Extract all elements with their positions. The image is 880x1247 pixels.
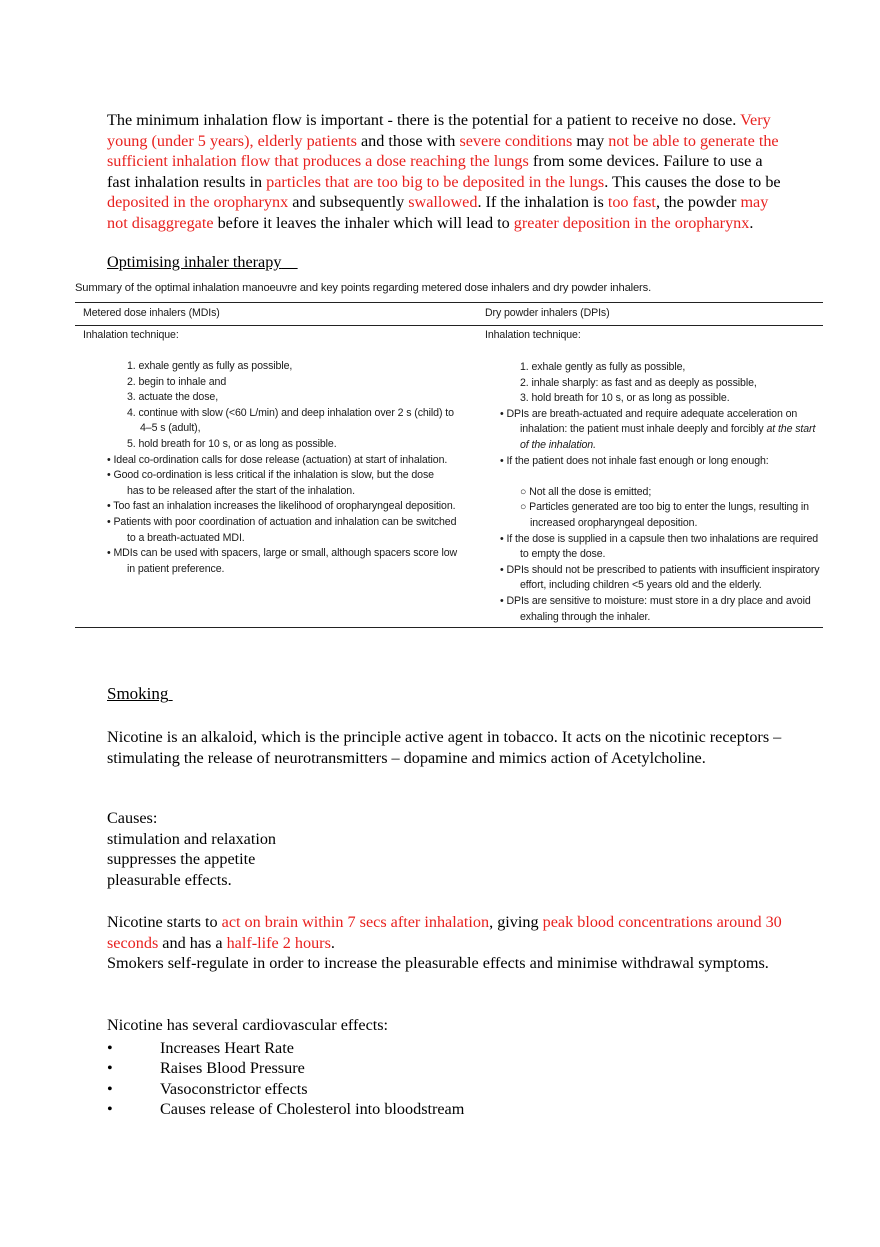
left-column-header: Metered dose inhalers (MDIs)	[83, 307, 220, 319]
dpi-italic-text: at the start	[766, 423, 816, 436]
mdi-point-cont: to a breath-actuated MDI.	[127, 531, 245, 544]
highlight-text: particles that are too big to be deposited in the lungs	[266, 172, 605, 191]
self-regulate-paragraph: Smokers self-regulate in order to increase the pleasurable effects and minimise withdrawal symptoms.	[107, 954, 769, 972]
right-column-header: Dry powder inhalers (DPIs)	[485, 307, 610, 319]
dpi-step: 2. inhale sharply: as fast and as deeply as possible,	[520, 376, 757, 389]
dpi-point: • DPIs should not be prescribed to patients with insufficient inspiratory	[500, 563, 820, 576]
mdi-step: 3. actuate the dose,	[127, 391, 219, 404]
dpi-subpoint: ○ Not all the dose is emitted;	[520, 485, 652, 498]
highlight-text: half-life 2 hours	[226, 933, 331, 952]
bullet: •	[107, 1039, 113, 1057]
mdi-point: • Patients with poor coordination of actuation and inhalation can be switched	[107, 515, 457, 528]
highlight-text: may not disaggregate	[107, 193, 769, 232]
mdi-point: • Too fast an inhalation increases the likelihood of oropharyngeal deposition.	[107, 500, 456, 513]
nicotine-timing-paragraph	[107, 912, 787, 953]
body-text: Nicotine starts to	[107, 913, 222, 931]
body-text: and has a	[158, 933, 227, 952]
dpi-subpoint: ○ Particles generated are too big to enter the lungs, resulting in	[520, 501, 809, 514]
intro-text: , the powder	[655, 193, 741, 211]
table-top-rule	[75, 302, 823, 303]
dpi-point-cont	[498, 438, 820, 454]
causes-label: Causes:	[107, 809, 158, 827]
left-subheader: Inhalation technique:	[83, 329, 179, 341]
intro-text: and those with	[356, 131, 460, 150]
mdi-point-cont: has to be released after the start of the inhalation.	[127, 484, 355, 497]
mdi-point-cont: in patient preference.	[127, 562, 225, 575]
mdi-point: • Ideal co-ordination calls for dose release (actuation) at start of inhalation.	[107, 453, 448, 466]
dpi-step: 1. exhale gently as fully as possible,	[520, 361, 686, 373]
mdi-step: 1. exhale gently as fully as possible,	[127, 360, 293, 372]
highlight-text: deposited in the oropharynx	[107, 193, 289, 211]
dpi-point-cont: effort, including children <5 years old and the elderly.	[520, 579, 762, 592]
dpi-italic-text: of the inhalation.	[520, 438, 596, 451]
dpi-point: • If the patient does not inhale fast enough or long enough:	[500, 454, 769, 467]
list-item-text: Raises Blood Pressure	[160, 1059, 305, 1078]
highlight-text: not be able to generate the sufficient inhalation flow that produces a dose reaching the lungs	[107, 131, 779, 170]
dpi-text: inhalation: the patient must inhale deeply and forcibly	[520, 423, 767, 436]
highlight-text: swallowed	[408, 193, 478, 211]
right-subheader: Inhalation technique:	[485, 329, 581, 341]
mdi-point: • Good co-ordination is less critical if the inhalation is slow, but the dose	[107, 469, 434, 482]
intro-paragraph	[107, 110, 787, 233]
nicotine-paragraph: Nicotine is an alkaloid, which is the principle active agent in tobacco. It acts on the nicotinic receptors – stimulating the release of neurotransmitters – dopamine and mimics action of Acetylcholine.	[107, 728, 782, 767]
mdi-step: 5. hold breath for 10 s, or as long as possible.	[127, 437, 337, 450]
list-item-text: Causes release of Cholesterol into bloodstream	[160, 1099, 465, 1118]
cause-item: pleasurable effects.	[107, 870, 232, 889]
bullet: •	[107, 1079, 113, 1098]
intro-text: before it leaves the inhaler which will lead to	[213, 213, 514, 232]
dpi-point-cont	[498, 422, 820, 438]
causes-block	[107, 808, 787, 890]
dpi-point: • If the dose is supplied in a capsule then two inhalations are required	[500, 532, 819, 545]
dpi-step: 3. hold breath for 10 s, or as long as possible.	[520, 392, 730, 405]
intro-text: and subsequently	[288, 193, 409, 211]
table-bottom-rule	[75, 627, 823, 628]
mdi-point: • MDIs can be used with spacers, large or small, although spacers score low	[107, 547, 458, 560]
intro-text: from some devices. Failure to use a fast inhalation results in	[107, 152, 763, 191]
dpi-point-cont: exhaling through the inhaler.	[520, 610, 651, 623]
intro-text: may	[572, 131, 609, 150]
highlight-text: peak blood concentrations around 30 seconds	[107, 913, 782, 952]
section-heading-optimising	[107, 252, 787, 273]
header-rule	[75, 325, 823, 326]
intro-text: . This causes the dose to be	[604, 172, 781, 191]
cause-item: stimulation and relaxation	[107, 829, 277, 848]
list-item-text: Vasoconstrictor effects	[160, 1079, 308, 1098]
dpi-point: • DPIs are sensitive to moisture: must store in a dry place and avoid	[500, 594, 811, 607]
intro-text: The minimum inhalation flow is important - there is the potential for a patient to receive no dose.	[107, 111, 741, 129]
mdi-step: 2. begin to inhale and	[127, 375, 227, 388]
intro-text: .	[749, 213, 754, 232]
highlight-text: too fast	[607, 193, 656, 211]
highlight-text: act on brain within 7 secs after inhalation	[221, 913, 490, 931]
intro-text: . If the inhalation is	[477, 193, 608, 211]
inhaler-summary-table	[75, 282, 823, 632]
heading-text: Smoking	[107, 684, 169, 703]
cardio-label: Nicotine has several cardiovascular effects:	[107, 1016, 389, 1034]
mdi-step: 4. continue with slow (<60 L/min) and deep inhalation over 2 s (child) to	[127, 406, 454, 419]
spacer	[498, 469, 820, 485]
heading-text: Optimising inhaler therapy	[107, 253, 282, 271]
highlight-text: greater deposition in the oropharynx	[513, 213, 750, 232]
mdi-column	[105, 359, 457, 577]
dpi-column	[498, 360, 820, 625]
dpi-point-cont: to empty the dose.	[520, 548, 606, 561]
dpi-subpoint-cont: increased oropharyngeal deposition.	[530, 516, 698, 529]
bullet: •	[107, 1059, 113, 1078]
table-caption: Summary of the optimal inhalation manoeuvre and key points regarding metered dose inhalers and dry powder inhalers.	[75, 282, 652, 294]
bullet: •	[107, 1099, 113, 1118]
dpi-point: • DPIs are breath-actuated and require adequate acceleration on	[500, 407, 798, 420]
body-text: .	[330, 933, 335, 952]
highlight-text: severe conditions	[459, 131, 573, 150]
mdi-step-cont: 4–5 s (adult),	[140, 422, 201, 435]
highlight-text: Very young (under 5 years), elderly patients	[107, 111, 771, 150]
cause-item: suppresses the appetite	[107, 850, 256, 868]
section-heading-smoking	[107, 684, 787, 705]
list-item-text: Increases Heart Rate	[160, 1039, 294, 1057]
body-text: , giving	[489, 913, 543, 931]
